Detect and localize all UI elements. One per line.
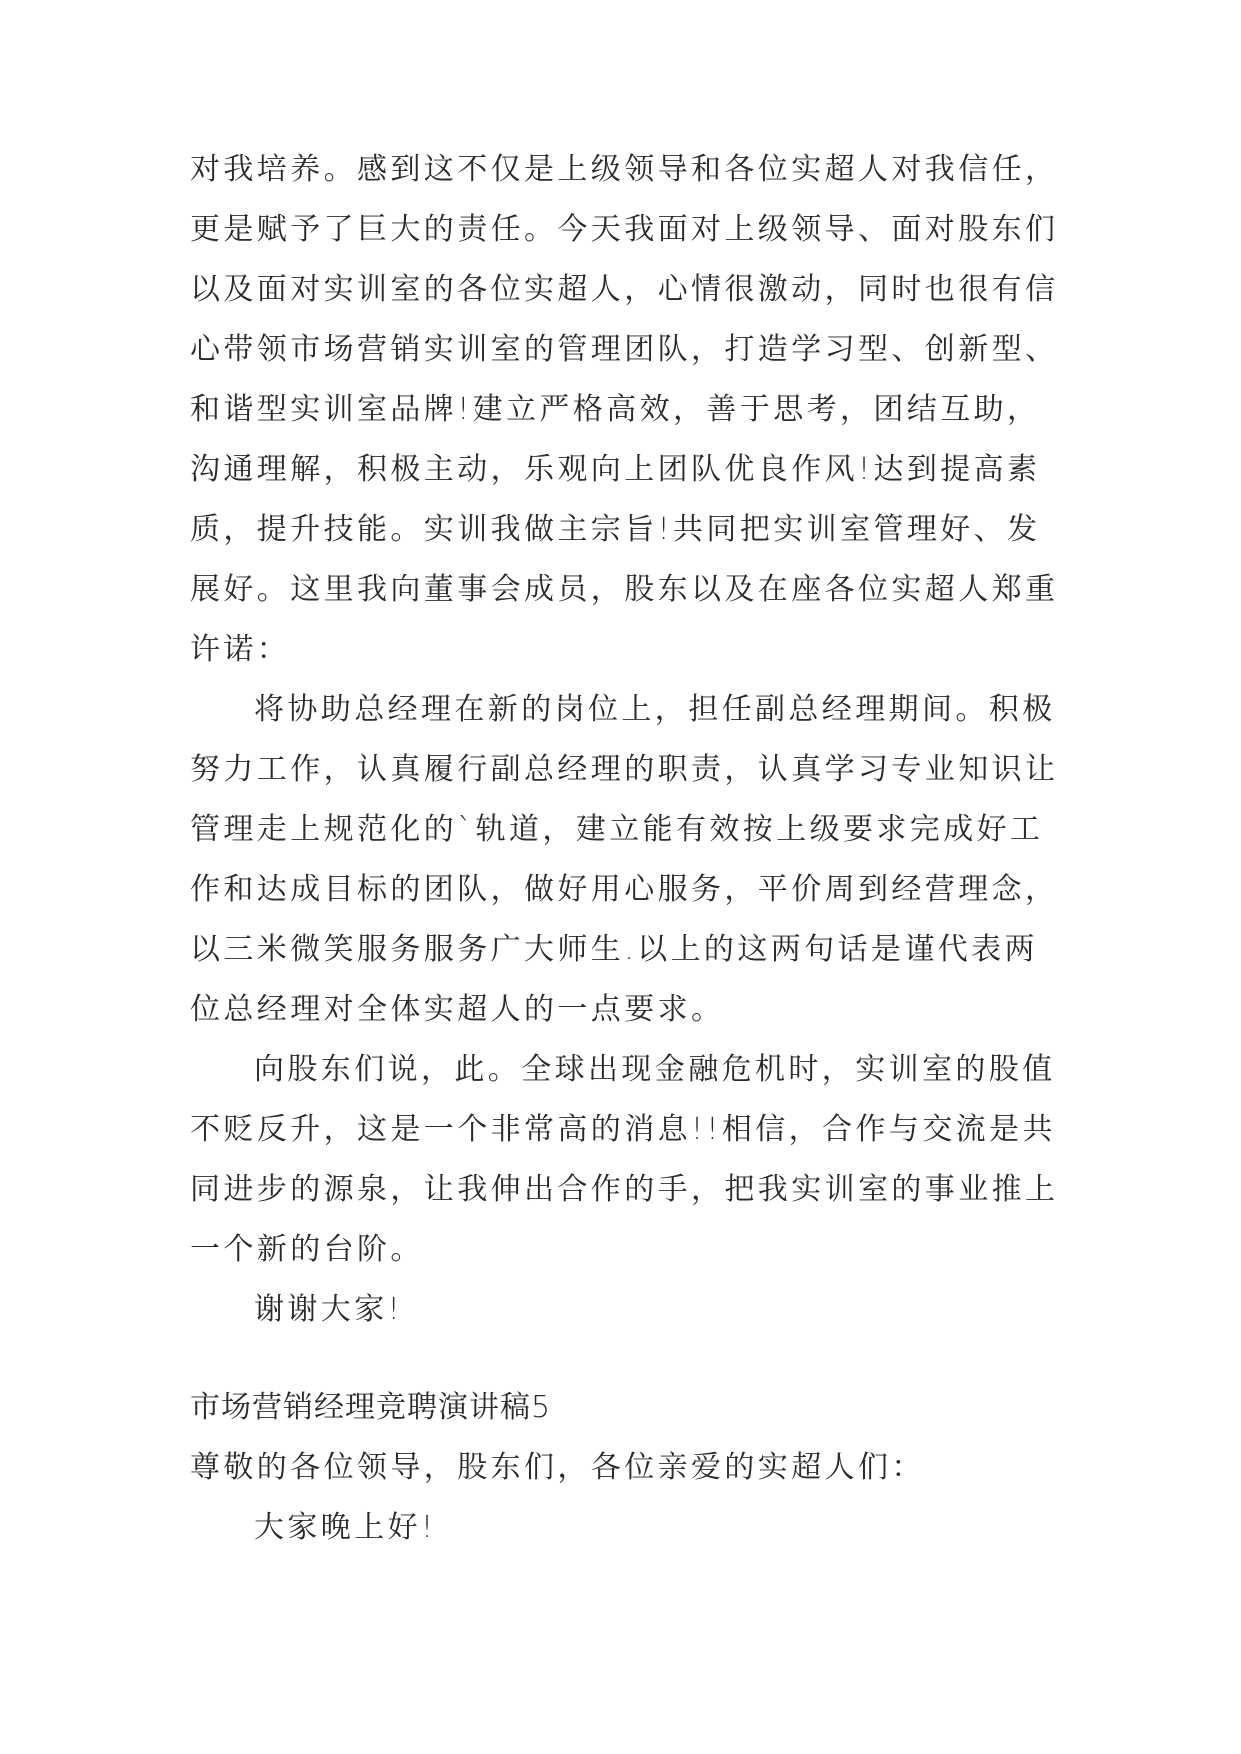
section-title: 市场营销经理竞聘演讲稿5	[190, 1390, 552, 1425]
text-line: 展好。这里我向董事会成员，股东以及在座各位实超人郑重	[190, 572, 1059, 607]
greeting: 大家晚上好!	[254, 1510, 437, 1545]
text-line: 不贬反升，这是一个非常高的消息!!相信，合作与交流是共	[190, 1112, 1056, 1147]
closing-thanks: 谢谢大家!	[254, 1292, 404, 1327]
text-line: 许诺：	[190, 632, 291, 667]
text-line: 对我培养。感到这不仅是上级领导和各位实超人对我信任，	[190, 152, 1059, 187]
text-line: 努力工作，认真履行副总经理的职责，认真学习专业知识让	[190, 752, 1059, 787]
text-line: 同进步的源泉，让我伸出合作的手，把我实训室的事业推上	[190, 1172, 1059, 1207]
text-line: 向股东们说，此。全球出现金融危机时，实训室的股值	[254, 1052, 1056, 1087]
text-line: 位总经理对全体实超人的一点要求。	[190, 992, 725, 1027]
text-line: 以及面对实训室的各位实超人，心情很激动，同时也很有信	[190, 272, 1059, 307]
salutation: 尊敬的各位领导，股东们，各位亲爱的实超人们：	[190, 1450, 925, 1485]
text-line: 质，提升技能。实训我做主宗旨!共同把实训室管理好、发	[190, 512, 1041, 547]
text-line: 更是赋予了巨大的责任。今天我面对上级领导、面对股东们	[190, 212, 1059, 247]
text-line: 作和达成目标的团队，做好用心服务，平价周到经营理念，	[190, 872, 1059, 907]
text-line: 心带领市场营销实训室的管理团队，打造学习型、创新型、	[190, 332, 1059, 367]
text-line: 以三米微笑服务服务广大师生.以上的这两句话是谨代表两	[190, 932, 1038, 967]
text-line: 沟通理解，积极主动，乐观向上团队优良作风!达到提高素	[190, 452, 1041, 487]
text-line: 一个新的台阶。	[190, 1232, 424, 1267]
text-line: 将协助总经理在新的岗位上，担任副总经理期间。积极	[254, 692, 1056, 727]
text-line: 和谐型实训室品牌!建立严格高效，善于思考，团结互助，	[190, 392, 1041, 427]
text-line: 管理走上规范化的`轨道，建立能有效按上级要求完成好工	[190, 812, 1044, 847]
